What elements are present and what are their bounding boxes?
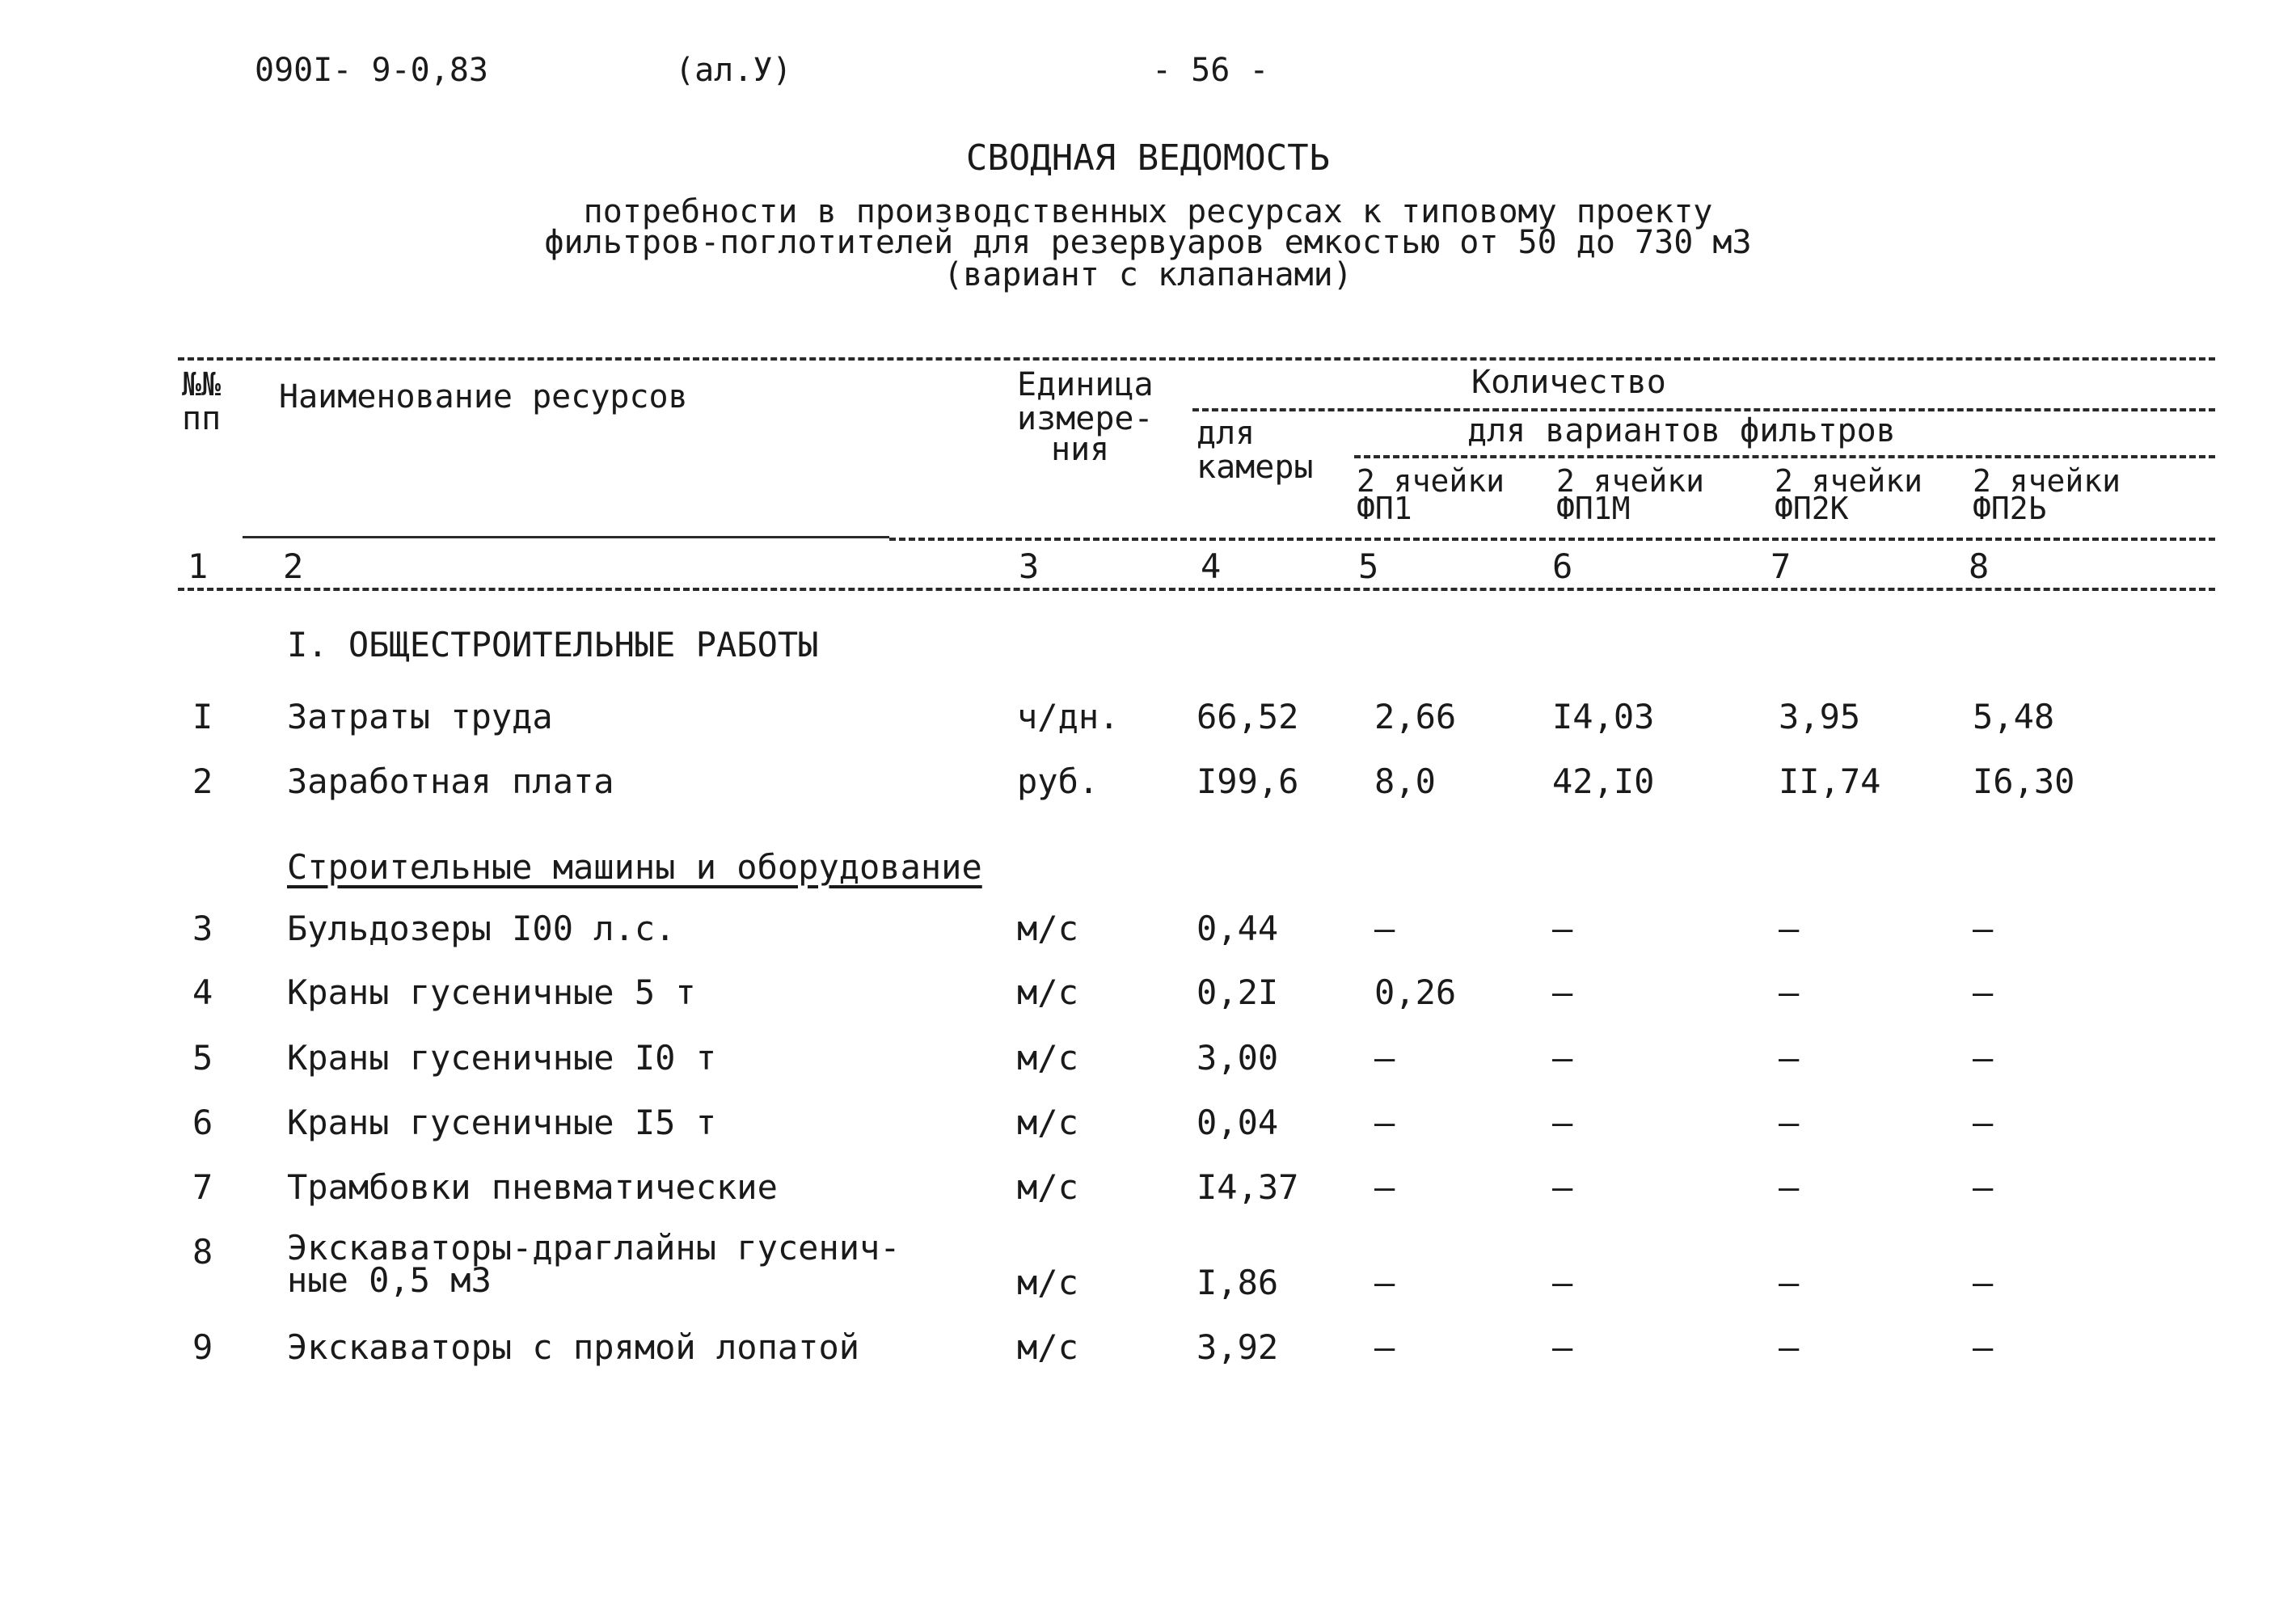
value-variant-6: – <box>1552 1103 1573 1142</box>
resource-name: Трамбовки пневматические <box>287 1167 778 1207</box>
page-number: - 56 - <box>1152 52 1269 89</box>
resource-name: Затраты труда <box>287 697 553 736</box>
value-variant-8: 5,48 <box>1973 697 2055 736</box>
value-chamber: 0,44 <box>1197 909 1279 948</box>
value-variant-5: 8,0 <box>1374 761 1436 801</box>
value-chamber: 66,52 <box>1197 697 1299 736</box>
header-filter-variants: для вариантов фильтров <box>1467 412 1896 449</box>
value-variant-8: – <box>1973 1038 1994 1078</box>
subsection-heading: Строительные машины и оборудование <box>287 847 982 887</box>
resource-name: Краны гусеничные I5 т <box>287 1103 717 1142</box>
unit: м/с <box>1017 972 1078 1012</box>
resource-name: Бульдозеры I00 л.с. <box>287 909 676 948</box>
value-variant-5: – <box>1374 1263 1395 1302</box>
header-variant-6-line-1: 2 ячейки <box>1556 463 1705 499</box>
header-quantity: Количество <box>1471 364 1666 401</box>
value-variant-6: – <box>1552 1263 1573 1302</box>
resource-name: Краны гусеничные I0 т <box>287 1038 717 1078</box>
value-variant-8: – <box>1973 1167 1994 1207</box>
value-variant-7: – <box>1779 1327 1800 1367</box>
row-number: I <box>192 697 213 736</box>
value-variant-8: – <box>1973 909 1994 948</box>
value-variant-5: – <box>1374 909 1395 948</box>
value-variant-6: – <box>1552 1038 1573 1078</box>
header-variant-6-line-2: ФП1М <box>1556 491 1631 526</box>
unit: м/с <box>1017 1103 1078 1142</box>
value-variant-5: – <box>1374 1167 1395 1207</box>
row-number: 3 <box>192 909 213 948</box>
value-variant-7: – <box>1779 909 1800 948</box>
document-code: 090I- 9-0,83 <box>255 52 488 89</box>
value-chamber: 3,92 <box>1197 1327 1279 1367</box>
row-number: 9 <box>192 1327 213 1367</box>
value-variant-5: – <box>1374 1327 1395 1367</box>
header-for-chamber-line-2: камеры <box>1197 449 1314 486</box>
section-heading: I. ОБЩЕСТРОИТЕЛЬНЫЕ РАБОТЫ <box>287 625 819 664</box>
row-number: 4 <box>192 972 213 1012</box>
document-title: СВОДНАЯ ВЕДОМОСТЬ <box>965 137 1331 179</box>
row-number: 5 <box>192 1038 213 1078</box>
value-variant-6: – <box>1552 1327 1573 1367</box>
value-variant-7: – <box>1779 1038 1800 1078</box>
value-variant-7: 3,95 <box>1779 697 1861 736</box>
resource-name-line-1: Экскаваторы-драглайны гусенич- <box>287 1228 901 1268</box>
value-variant-5: 0,26 <box>1374 972 1457 1012</box>
unit: ч/дн. <box>1017 697 1120 736</box>
value-variant-8: – <box>1973 1263 1994 1302</box>
header-bottom-rule-left <box>243 536 889 538</box>
resource-name: Заработная плата <box>287 761 614 801</box>
quantity-rule <box>1192 408 2215 411</box>
header-variant-8-line-1: 2 ячейки <box>1973 463 2121 499</box>
header-number-line-1: №№ <box>182 366 222 403</box>
unit: м/с <box>1017 1263 1078 1302</box>
header-variant-5-line-1: 2 ячейки <box>1357 463 1505 499</box>
value-variant-8: – <box>1973 1327 1994 1367</box>
unit: м/с <box>1017 1038 1078 1078</box>
header-unit-line-3: ния <box>1051 431 1110 468</box>
value-chamber: 3,00 <box>1197 1038 1279 1078</box>
subtitle-line-3: (вариант с клапанами) <box>943 256 1353 293</box>
column-number: 6 <box>1552 546 1573 586</box>
header-variant-5-line-2: ФП1 <box>1357 491 1412 526</box>
value-variant-5: – <box>1374 1103 1395 1142</box>
value-variant-6: – <box>1552 1167 1573 1207</box>
value-variant-7: – <box>1779 972 1800 1012</box>
column-number: 2 <box>283 546 304 586</box>
value-chamber: I,86 <box>1197 1263 1279 1302</box>
value-variant-8: – <box>1973 1103 1994 1142</box>
header-for-chamber-line-1: для <box>1197 415 1256 452</box>
header-variant-7-line-1: 2 ячейки <box>1775 463 1923 499</box>
value-chamber: I4,37 <box>1197 1167 1299 1207</box>
variants-rule <box>1354 455 2215 458</box>
row-number: 7 <box>192 1167 213 1207</box>
resource-name: Экскаваторы с прямой лопатой <box>287 1327 860 1367</box>
value-variant-5: – <box>1374 1038 1395 1078</box>
row-number: 2 <box>192 761 213 801</box>
row-number: 6 <box>192 1103 213 1142</box>
column-number: 1 <box>188 546 209 586</box>
header-unit-line-2: измере- <box>1017 400 1154 437</box>
value-variant-5: 2,66 <box>1374 697 1457 736</box>
column-number: 3 <box>1019 546 1040 586</box>
value-variant-6: I4,03 <box>1552 697 1655 736</box>
subtitle-line-1: потребности в производственных ресурсах к типовому проекту <box>583 193 1713 230</box>
column-numbers-rule <box>178 588 2215 591</box>
header-variant-8-line-2: ФП2Ь <box>1973 491 2047 526</box>
value-variant-8: – <box>1973 972 1994 1012</box>
column-number: 5 <box>1358 546 1379 586</box>
value-chamber: 0,04 <box>1197 1103 1279 1142</box>
value-variant-7: – <box>1779 1103 1800 1142</box>
row-number: 8 <box>192 1232 213 1272</box>
value-variant-7: II,74 <box>1779 761 1881 801</box>
header-unit-line-1: Единица <box>1017 366 1154 403</box>
column-number: 4 <box>1201 546 1222 586</box>
column-number: 8 <box>1969 546 1990 586</box>
value-variant-6: 42,I0 <box>1552 761 1655 801</box>
value-chamber: 0,2I <box>1197 972 1279 1012</box>
column-number: 7 <box>1771 546 1792 586</box>
resource-name-line-2: ные 0,5 м3 <box>287 1260 492 1300</box>
header-resource-name: Наименование ресурсов <box>279 378 688 416</box>
header-number-line-2: пп <box>182 400 222 437</box>
value-variant-6: – <box>1552 909 1573 948</box>
value-variant-7: – <box>1779 1167 1800 1207</box>
resource-name: Краны гусеничные 5 т <box>287 972 696 1012</box>
subtitle-line-2: фильтров-поглотителей для резервуаров емкостью от 50 до 730 м3 <box>544 224 1752 261</box>
unit: м/с <box>1017 1327 1078 1367</box>
value-variant-6: – <box>1552 972 1573 1012</box>
album-number: (ал.У) <box>675 52 792 89</box>
unit: руб. <box>1017 761 1099 801</box>
table-top-rule <box>178 357 2215 361</box>
unit: м/с <box>1017 909 1078 948</box>
value-variant-7: – <box>1779 1263 1800 1302</box>
unit: м/с <box>1017 1167 1078 1207</box>
value-chamber: I99,6 <box>1197 761 1299 801</box>
value-variant-8: I6,30 <box>1973 761 2075 801</box>
header-bottom-rule-right <box>889 538 2215 541</box>
header-variant-7-line-2: ФП2К <box>1775 491 1849 526</box>
